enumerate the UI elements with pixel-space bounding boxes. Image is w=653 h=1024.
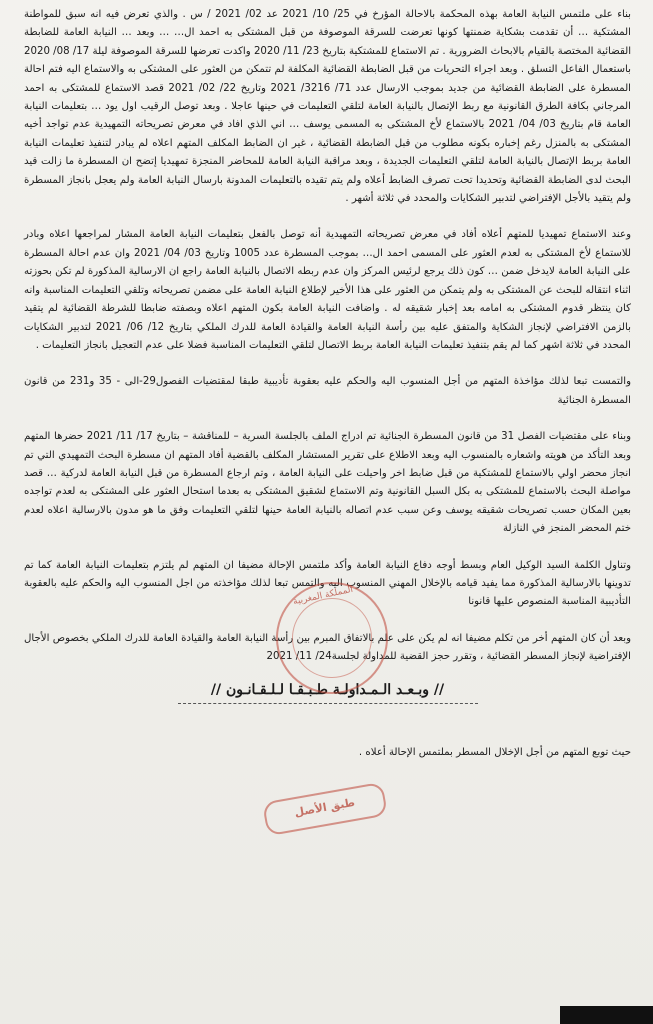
- paragraph-defendant-statement: وعند الاستماع تمهيديا للمتهم أعلاه أفاد في معرض تصريحاته التمهيدية أنه توصل بالفعل بتعليمات النيابة العامة المشار لمراجعها اعلاه وبادر للاستماع لأخ المشتكى به لعدم العثور على المسمى احمد ال… بموجب المسطرة عدد 1005 وتاريخ 03/ 04/ 2021 وان عدم احالة المسطرة على النيابة العامة لايدخل ضمن … كون ذلك يرجع لرئيس المركز وان عدم ربطه الاتصال بالنيابة العامة راجع ان الارسالية المذكورة لم تكن بحوزته اثناء انتقاله للبحث عن المشتكى به ولم يتمكن من العثور على هذا الأخير لإطلاع النيابة العامة على مضمن تصريحاته وتلقي التعليمات المناسبة وانه كان ينتظر قدوم المشتكى به امامه بعد إخبار شقيقه له . واضافت النيابة العامة بكون المتهم اعلاه وبصفته ضابطا للشرطة القضائية لم يتقيد بالزمن الافتراضي لإنجاز الشكاية والمتفق عليه بين رأسة النيابة العامة والقيادة العامة للدرك الملكي بتاريخ 12/ 06/ 2021 لتدبير الشكايات المحدد في ثلاثة اشهر كما لم يقم بتنفيذ تعليمات النيابة العامة بربط الاتصال لتلقي التعليمات المناسبة فضلا على عدم التعجيل بانجاز التعليمات .: [24, 229, 632, 351]
- deliberation-heading: // وبـعـد الـمـداولـة طـبـقـا لـلـقـانـون //: [210, 681, 445, 698]
- round-stamp-text: المملكة المغربية: [292, 584, 354, 608]
- paragraph-hearing: وبناء على مقتضيات الفصل 31 من قانون المسطرة الجنائية تم ادراج الملف بالجلسة السرية – للمناقشة – بتاريخ 17/ 11/ 2021 حضرها المتهم وبعد التأكد من هويته واشعاره بالمنسوب اليه وبعد الاطلاع على تقرير المستشار المكلف بالقضية أفاد المتهم ان مسطرة البحث التمهيدي التي تم انجاز محضر اولي بالاستماع للمشتكية من قبل ضابط اخر واحيلت على النيابة العامة ، وتم ارجاع المسطرة من قبل النيابة العامة لدركية … قصد مواصلة البحث بالاستماع للمشتكى به بكل السبل القانونية وتم الاستماع لشقيق المشتكى به بعدما استحال العثور على المشتكى به لعدم تواجده بعين المكان حسب تصريحات شقيقه يوسف وعن سبب عدم اتصاله بالنيابة العامة حينها لتلقي التعليمات وفق ما هو مدون بالارسالية اعلاه لعدم ختم المحضر المنجز في النازلة: [24, 431, 632, 535]
- oval-stamp: طبق الأصل: [262, 782, 388, 837]
- paragraph-prosecution-request: والتمست تبعا لذلك مؤاخذة المتهم من أجل المنسوب اليه والحكم عليه بعقوبة تأديبية طبقا لمقتضيات الفصول29-الى - 35 و231 من قانون المسطرة الجنائية: [24, 376, 631, 406]
- document-body: [24, 6, 631, 762]
- corner-shadow: [560, 1006, 653, 1024]
- paragraph-referral: بناء على ملتمس النيابة العامة بهذه المحكمة بالاحالة المؤرخ في 25/ 10/ 2021 عد 02/ 2021 / س . والذي تعرض فيه انه سبق للمواطنة المشتكية … أن تقدمت بشكاية ضمنتها كونها تعرضت للسرقة الموصوفة من قبل المشتكى به احمد ال… … وبعد … النيابة العامة للضابطة القضائية المختصة بالقيام بالابحاث الضرورية . تم الاستماع للمشتكية بتاريخ 23/ 11/ 2020 واكدت تعرضها للسرقة الموصوفة ليلة 17/ 08/ 2020 باستعمال الفاعل التسلق . وبعد اجراء التحريات من قبل الضابطة القضائية المكلفة لم تتمكن من العثور على المشتكى به والاستماع اليه فتم احالة المسطرة على الضابطة القضائية من جديد بموجب الارسال عدد 71/ 3216/ 2021 وتاريخ 22/ 02/ 2021 قصد الاستماع للمشتكى به احمد المرجاني بكافة الطرق القانونية مع ربط الإتصال بالنيابة العامة لتلقي التعليمات في حينها عاجلا . وبعد توصل الرقيب اول يود … بتعليمات النيابة العامة قام بتاريخ 03/ 04/ 2021 بالاستماع لأخ المشتكى به المسمى يوسف … اني الذي افاد في معرض تصريحاته التمهيدية عدم تواجد أخيه المشتكى به بالمنزل رغم إخباره بكونه مطلوب من قبل الضابطة القضائية ، غير ان الضابط المكلف المتهم اعلاه لم يبادر لتنفيذ تعليمات النيابة العامة بربط الإتصال بالنيابة العامة لتلقي التعليمات الجديدة ، وبعد مراقبة النيابة العامة للمحاضر المنجزة تمهيديا إتضح ان المسطرة ما زالت قيد البحث لدى الضابطة القضائية وتحديدا تحت تصرف الضابط أعلاه ولم يتم تقيده بالتعليمات المدونة بارسال النيابة العامة ولم يعجل بانجاز المسطرة ولم يتقيد بالأجل الإفتراضي لتدبير الشكايات والمحدد في ثلاثة أشهر .: [24, 9, 632, 205]
- final-line: حيث توبع المتهم من أجل الإخلال المسطر بملتمس الإحالة أعلاه .: [358, 747, 631, 758]
- paragraph-deliberation-set: وبعد أن كان المتهم أخر من تكلم مضيفا انه لم يكن على علم بالاتفاق المبرم بين رأسة النيابة العامة والقيادة العامة للدرك الملكي بخصوص الأجال الإفتراضية لإنجاز المسطر القضائية ، وتقرر حجز القضية للمداولة لجلسة24/ 11/ 2021: [24, 632, 631, 663]
- heading-underline: [178, 703, 478, 704]
- paragraph-attorney-general: وتناول الكلمة السيد الوكيل العام وبسط أوجه دفاع النيابة العامة وأكد ملتمس الإحالة مضيفا ان المتهم لم يلتزم بتعليمات النيابة العامة كما تم تدوينها بالارسالية المذكورة مما يفيد قيامه بالإخلال المهني المنسوب اليه والتمس تبعا لذلك مؤاخذته من اجل المنسوب اليه والحكم عليه بالعقوبة التأديبية المناسبة المنصوص عليها قانونا: [24, 559, 631, 608]
